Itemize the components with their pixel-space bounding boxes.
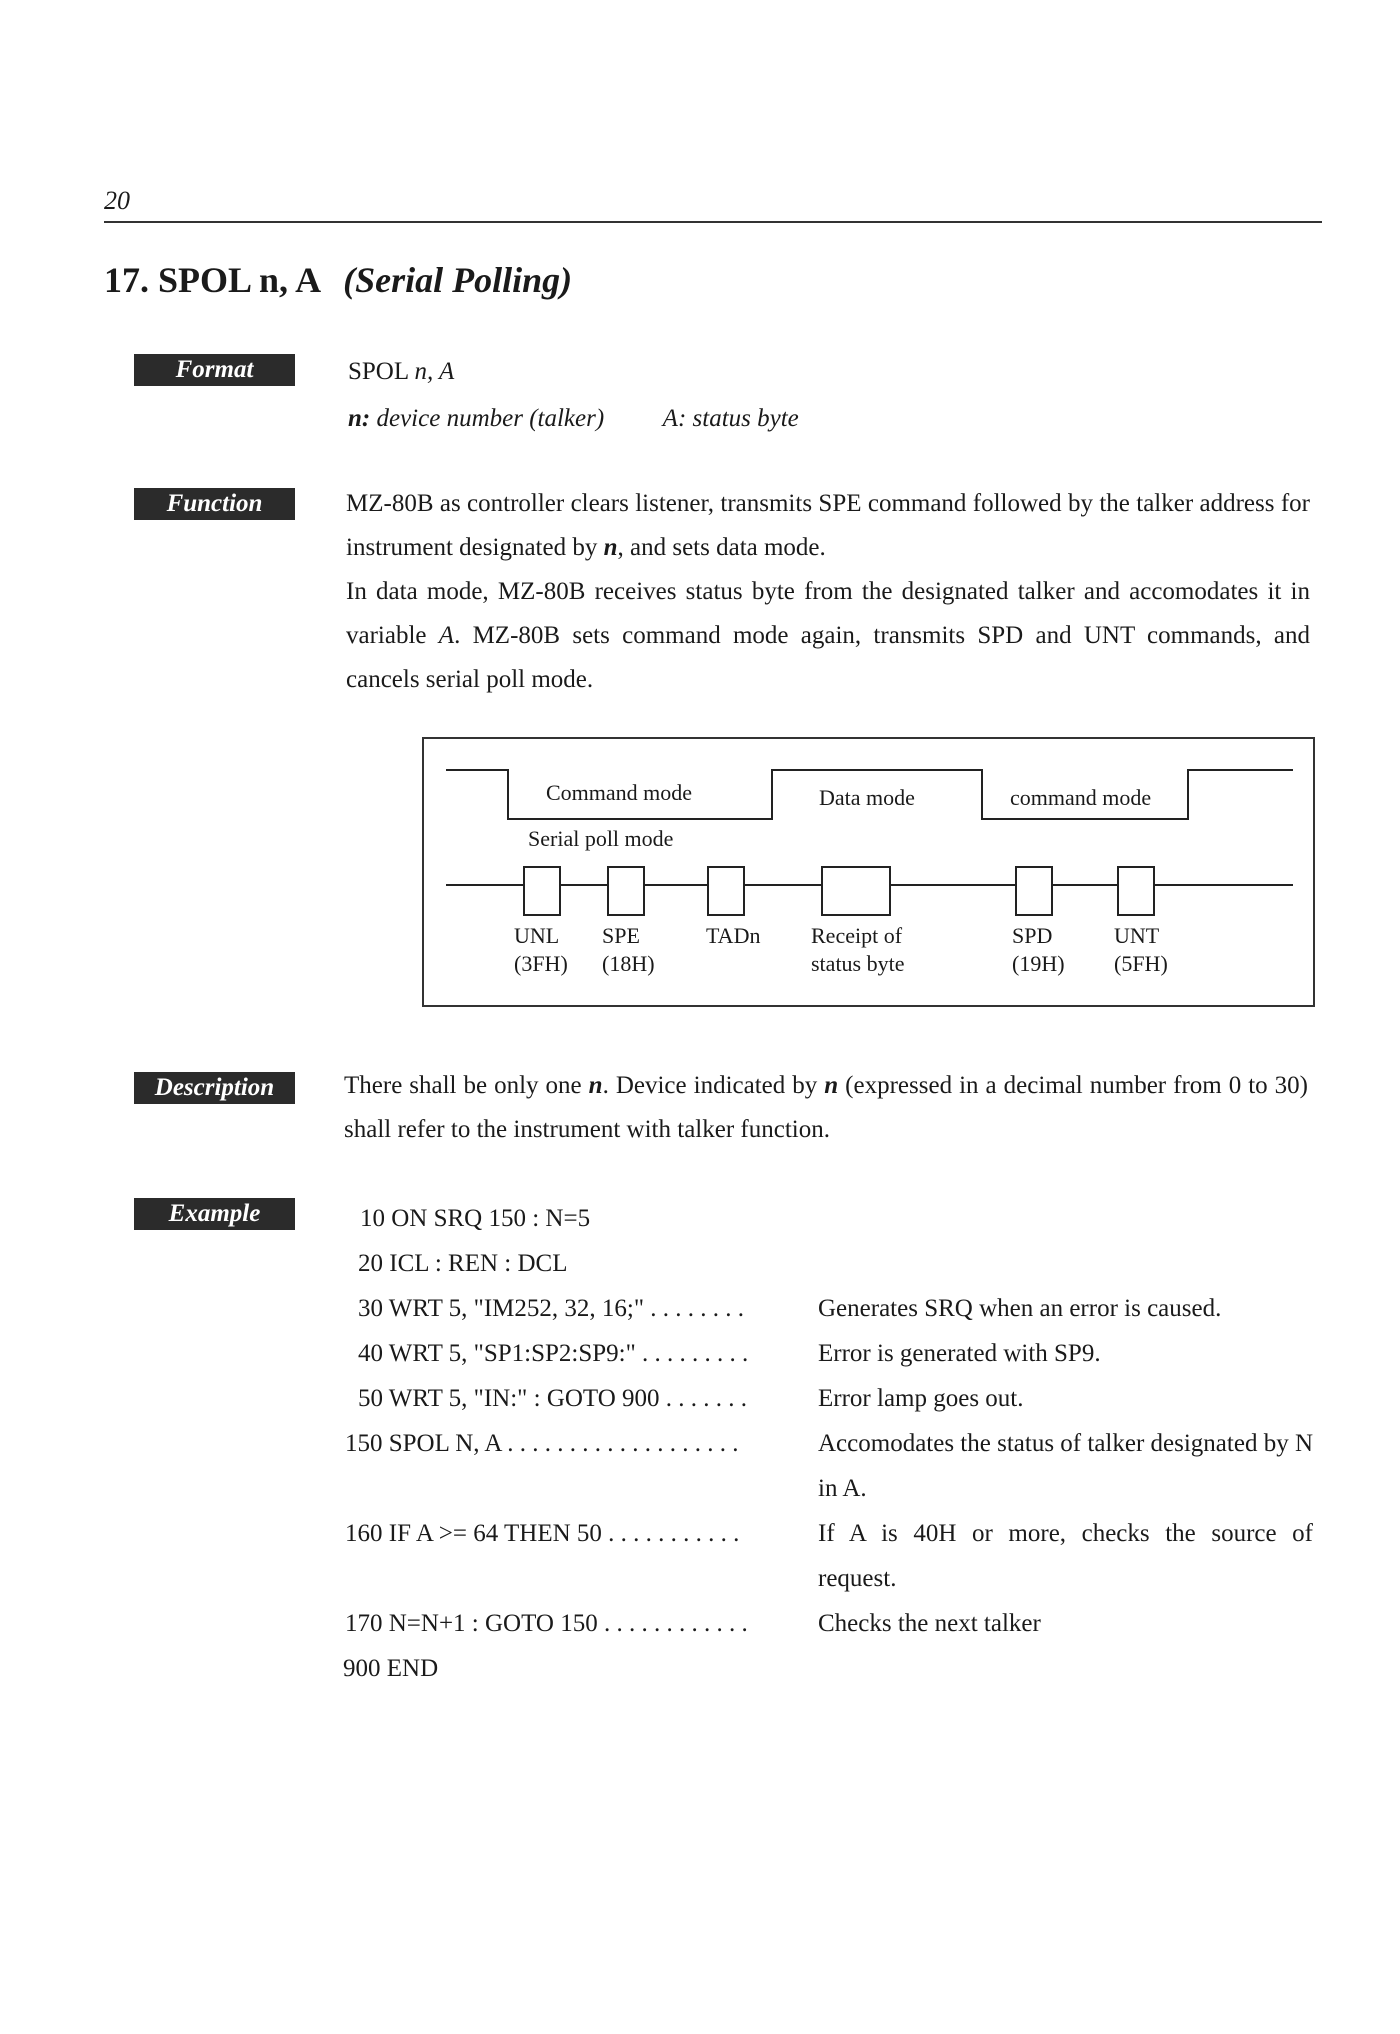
description-text xyxy=(344,1064,1308,1152)
example-line-1: 10 ON SRQ 150 : N=5 xyxy=(360,1205,591,1232)
example-line-6-code: 150 SPOL N, A . . . . . . . . . . . . . . . . . . . xyxy=(345,1430,739,1457)
format-a-label: A: xyxy=(662,405,687,432)
description-t3: (expressed in a decimal number from 0 to 30) shall refer to the instrument with talker function. xyxy=(344,1072,1308,1143)
signal-status-byte-name: Receipt of xyxy=(811,923,903,948)
signal-status-byte-code: status byte xyxy=(811,951,905,976)
function-tag: Function xyxy=(134,488,295,520)
signal-unt-code: (5FH) xyxy=(1114,951,1168,976)
format-n-desc: device number (talker) xyxy=(376,405,605,432)
function-p2-b: . MZ-80B sets command mode again, transmits SPD and UNT commands, and cancels serial poll mode. xyxy=(346,622,1310,693)
example-line-3-comment: Generates SRQ when an error is caused. xyxy=(818,1295,1222,1322)
signal-label-spe xyxy=(602,922,655,978)
signal-spe-name: SPE xyxy=(602,923,640,948)
example-line-4-comment: Error is generated with SP9. xyxy=(818,1340,1101,1367)
function-p2-a: In data mode, MZ-80B receives status byte from the designated talker and accomodates it in variable xyxy=(346,578,1310,649)
label-serial-poll-mode: Serial poll mode xyxy=(528,826,674,851)
pulse-status-byte xyxy=(822,867,890,915)
signal-label-unt xyxy=(1114,922,1168,978)
function-p2-var: A xyxy=(438,622,455,649)
page-number: 20 xyxy=(104,186,130,215)
example-line-7-code: 160 IF A >= 64 THEN 50 . . . . . . . . . . . xyxy=(345,1520,740,1547)
format-tag: Format xyxy=(134,354,295,386)
label-command-mode-1: Command mode xyxy=(546,780,693,805)
format-n-label: n: xyxy=(348,405,371,432)
label-command-mode-2: command mode xyxy=(1010,785,1152,810)
format-params xyxy=(348,397,799,441)
example-line-8-code: 170 N=N+1 : GOTO 150 . . . . . . . . . . . . xyxy=(345,1610,748,1637)
signal-label-status-byte xyxy=(811,922,905,978)
description-t2: . Device indicated by xyxy=(602,1072,825,1099)
example-line-3-code: 30 WRT 5, "IM252, 32, 16;" . . . . . . . . xyxy=(358,1295,745,1322)
section-title xyxy=(104,259,572,301)
pulse-spd xyxy=(1016,867,1052,915)
format-a-desc: status byte xyxy=(692,405,799,432)
header-rule xyxy=(104,221,1322,223)
signal-label-tadn xyxy=(706,922,760,950)
pulse-spe xyxy=(608,867,644,915)
example-line-6-comment: Accomodates the status of talker designated by N in A. xyxy=(818,1430,1313,1502)
function-p1-a: MZ-80B as controller clears listener, transmits SPE command followed by the talker address for instrument designated by xyxy=(346,490,1310,561)
format-syntax xyxy=(348,350,454,394)
format-syntax-args: n, A xyxy=(414,358,455,385)
function-paragraph-2 xyxy=(346,570,1310,702)
description-t1: There shall be only one xyxy=(344,1072,589,1099)
function-p1-b: , and sets data mode. xyxy=(617,534,826,561)
pulse-unl xyxy=(524,867,560,915)
format-syntax-cmd: SPOL xyxy=(348,358,409,385)
example-line-9: 900 END xyxy=(343,1655,439,1682)
example-tag: Example xyxy=(134,1198,295,1230)
signal-spe-code: (18H) xyxy=(602,951,655,976)
example-line-7-comment: If A is 40H or more, checks the source of request. xyxy=(818,1520,1313,1592)
pulse-tadn xyxy=(708,867,744,915)
section-title-main: 17. SPOL n, A xyxy=(104,260,322,300)
example-line-8-comment: Checks the next talker xyxy=(818,1610,1041,1637)
function-text xyxy=(346,482,1310,702)
signal-spd-name: SPD xyxy=(1012,923,1053,948)
function-paragraph-1 xyxy=(346,482,1310,570)
description-t2-n: n xyxy=(824,1072,839,1099)
signal-label-spd xyxy=(1012,922,1065,978)
timing-diagram xyxy=(422,737,1315,1007)
signal-unt-name: UNT xyxy=(1114,923,1160,948)
pulse-unt xyxy=(1118,867,1154,915)
signal-unl-code: (3FH) xyxy=(514,951,568,976)
function-p1-n: n xyxy=(603,534,618,561)
section-title-italic: (Serial Polling) xyxy=(343,260,573,300)
example-line-4-code: 40 WRT 5, "SP1:SP2:SP9:" . . . . . . . . . xyxy=(358,1340,749,1367)
example-line-5-comment: Error lamp goes out. xyxy=(818,1385,1024,1412)
description-tag: Description xyxy=(134,1072,295,1104)
signal-tadn-name: TADn xyxy=(706,923,761,948)
signal-spd-code: (19H) xyxy=(1012,951,1065,976)
example-line-5-code: 50 WRT 5, "IN:" : GOTO 900 . . . . . . . xyxy=(358,1385,748,1412)
signal-unl-name: UNL xyxy=(514,923,560,948)
label-data-mode: Data mode xyxy=(819,785,915,810)
example-line-2: 20 ICL : REN : DCL xyxy=(358,1250,568,1277)
description-t1-n: n xyxy=(588,1072,603,1099)
signal-label-unl xyxy=(514,922,568,978)
